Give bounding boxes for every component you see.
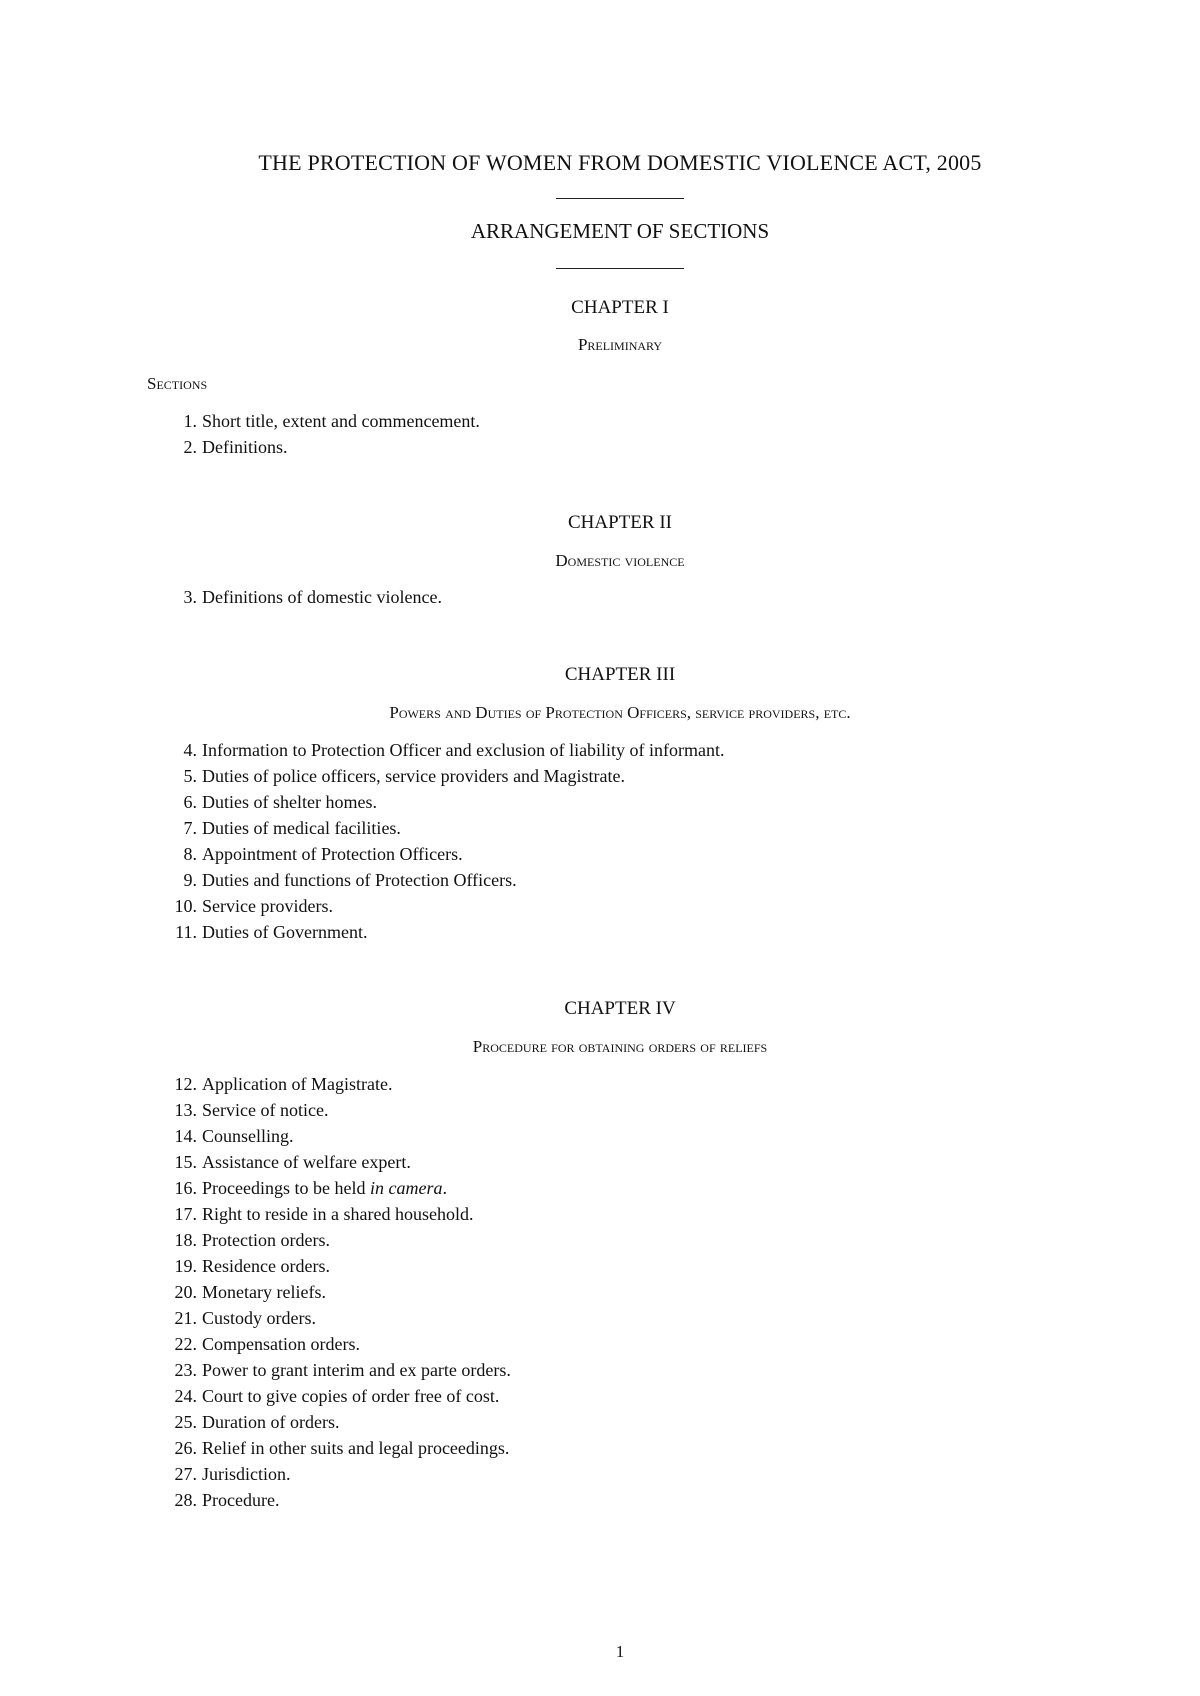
section-title-prefix: Proceedings to be held	[202, 1178, 370, 1198]
section-title: Counselling.	[202, 1126, 294, 1146]
section-number: 24.	[174, 1386, 197, 1406]
section-title: Jurisdiction.	[202, 1464, 291, 1484]
chapter-2-heading: CHAPTER II	[568, 512, 672, 533]
chapter-1-heading: CHAPTER I	[571, 297, 669, 318]
section-title-suffix: .	[442, 1178, 447, 1198]
chapter-4-subtitle: Procedure for obtaining orders of reliefs	[472, 1037, 768, 1056]
section-title: Residence orders.	[202, 1256, 330, 1276]
section-title: Duties of Government.	[202, 922, 368, 942]
section-title: Duties of police officers, service providers and Magistrate.	[202, 766, 626, 786]
section-number: 15.	[174, 1152, 197, 1172]
section-title-italic: in camera	[369, 1178, 443, 1198]
chapter-3-subtitle: Powers and Duties of Protection Officers, service providers, etc.	[389, 703, 851, 722]
section-number: 22.	[174, 1334, 197, 1354]
section-number: 12.	[174, 1074, 197, 1094]
title-divider	[556, 198, 684, 199]
section-title: Short title, extent and commencement.	[202, 411, 480, 431]
section-title: Compensation orders.	[202, 1334, 360, 1354]
section-number: 16.	[174, 1178, 197, 1198]
section-title: Court to give copies of order free of cost.	[202, 1386, 500, 1406]
section-number: 9.	[183, 870, 197, 890]
section-title: Definitions of domestic violence.	[202, 587, 442, 607]
section-number: 1.	[183, 411, 197, 431]
section-number: 25.	[174, 1412, 197, 1432]
section-number: 8.	[183, 844, 197, 864]
section-number: 5.	[183, 766, 197, 786]
section-number: 27.	[174, 1464, 197, 1484]
page-number: 1	[615, 1642, 625, 1661]
section-title: Service providers.	[202, 896, 333, 916]
chapter-4-heading: CHAPTER IV	[564, 998, 676, 1019]
section-title: Application of Magistrate.	[202, 1074, 393, 1094]
section-title: Power to grant interim and ex parte orders.	[202, 1360, 511, 1380]
section-title: Procedure.	[202, 1490, 280, 1510]
chapter-3-heading: CHAPTER III	[564, 664, 676, 685]
chapter-1-subtitle: Preliminary	[577, 335, 663, 354]
chapter-2-subtitle: Domestic violence	[555, 551, 685, 570]
document-title: THE PROTECTION OF WOMEN FROM DOMESTIC VIOLENCE ACT, 2005	[258, 150, 982, 175]
section-number: 6.	[183, 792, 197, 812]
section-title: Duties and functions of Protection Officers.	[202, 870, 517, 890]
section-title: Right to reside in a shared household.	[202, 1204, 474, 1224]
arrangement-heading: ARRANGEMENT OF SECTIONS	[470, 219, 770, 243]
section-number: 3.	[183, 587, 197, 607]
sections-label: Sections	[147, 374, 208, 393]
section-title: Duties of medical facilities.	[202, 818, 401, 838]
section-title: Service of notice.	[202, 1100, 329, 1120]
section-title: Assistance of welfare expert.	[202, 1152, 411, 1172]
section-number: 18.	[174, 1230, 197, 1250]
section-number: 19.	[174, 1256, 197, 1276]
section-number: 20.	[174, 1282, 197, 1302]
section-title: Protection orders.	[202, 1230, 330, 1250]
section-number: 26.	[174, 1438, 197, 1458]
section-number: 10.	[174, 896, 197, 916]
section-title: Information to Protection Officer and exclusion of liability of informant.	[202, 740, 725, 760]
section-title: Relief in other suits and legal proceedings.	[202, 1438, 510, 1458]
section-number: 28.	[174, 1490, 197, 1510]
section-number: 17.	[174, 1204, 197, 1224]
section-number: 7.	[183, 818, 197, 838]
section-number: 23.	[174, 1360, 197, 1380]
section-title: Monetary reliefs.	[202, 1282, 326, 1302]
section-number: 4.	[183, 740, 197, 760]
section-title: Custody orders.	[202, 1308, 316, 1328]
section-number: 14.	[174, 1126, 197, 1146]
section-title: Definitions.	[202, 437, 288, 457]
section-number: 2.	[183, 437, 197, 457]
section-title: Duties of shelter homes.	[202, 792, 377, 812]
section-number: 11.	[175, 922, 197, 942]
section-number: 13.	[174, 1100, 197, 1120]
arrangement-divider	[556, 268, 684, 269]
section-title: Appointment of Protection Officers.	[202, 844, 463, 864]
section-title: Duration of orders.	[202, 1412, 340, 1432]
section-number: 21.	[174, 1308, 197, 1328]
section-title	[202, 1178, 447, 1199]
